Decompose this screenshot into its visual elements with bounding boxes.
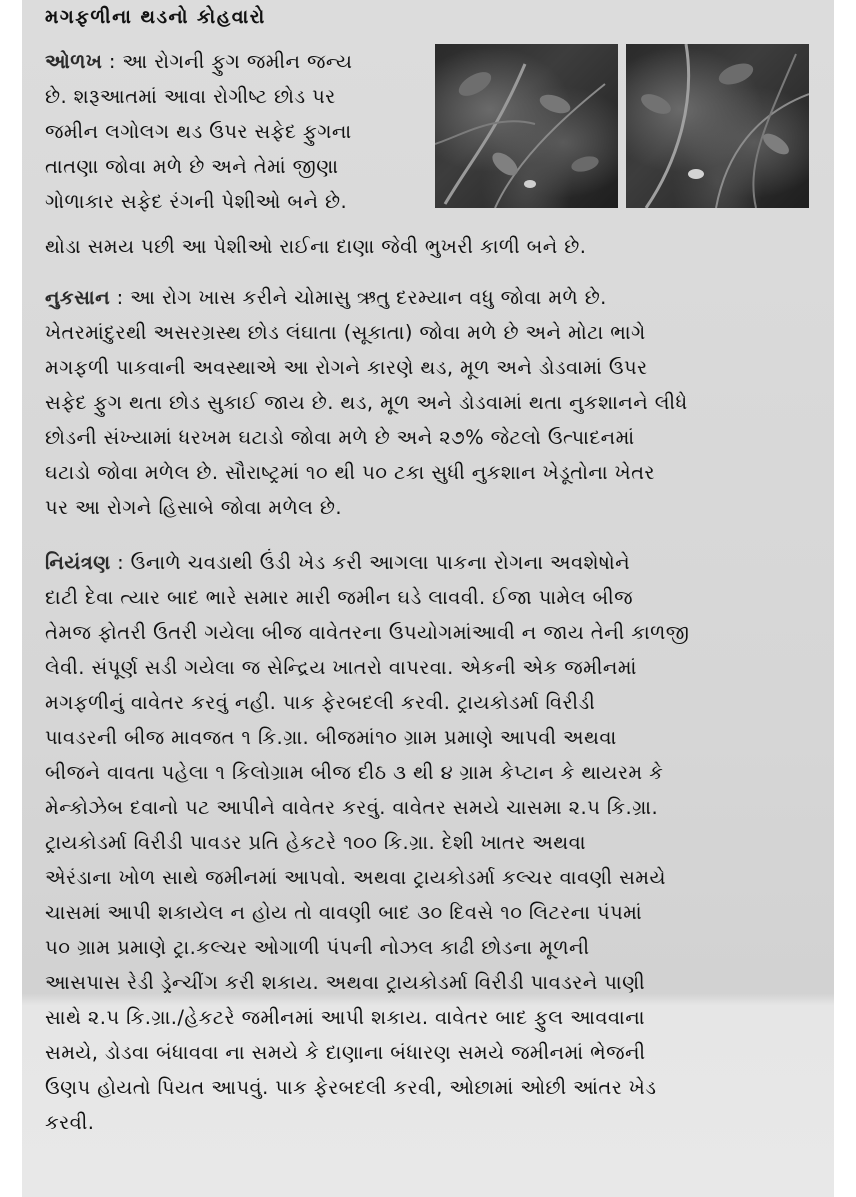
page-title: મગફળીના થડનો કોહવારો bbox=[45, 6, 266, 28]
control-line-3: તેમજ ફોતરી ઉતરી ગયેલા બીજ વાવેતરના ઉપયોગમાંઆવી ન જાય તેની કાળજી bbox=[45, 621, 690, 644]
control-line-8: મેન્કોઝેબ દવાનો પટ આપીને વાવેતર કરવું. વાવેતર સમયે ચાસમા ૨.૫ કિ.ગ્રા. bbox=[45, 796, 659, 819]
damage-line-6: ઘટાડો જોવા મળેલ છે. સૌરાષ્ટ્રમાં ૧૦ થી ૫૦ ટકા સુધી નુકશાન ખેડૂતોના ખેતર bbox=[45, 461, 655, 484]
identification-full-line-block bbox=[45, 229, 815, 264]
identification-label: ઓળખ bbox=[45, 50, 103, 73]
control-line-6: પાવડરની બીજ માવજત ૧ કિ.ગ્રા. બીજમાં૧૦ ગ્રામ પ્રમાણે આપવી અથવા bbox=[45, 726, 617, 749]
damage-line-7: પર આ રોગને હિસાબે જોવા મળેલ છે. bbox=[45, 496, 342, 519]
identification-line-1: ઓળખ : આ રોગની ફુગ જમીન જન્ય bbox=[45, 50, 353, 73]
control-line-2: દાટી દેવા ત્યાર બાદ ભારે સમાર મારી જમીન ઘડે લાવવી. ઈજા પામેલ બીજ bbox=[45, 586, 633, 609]
control-line-14: સાથે ૨.૫ કિ.ગ્રા./હેકટરે જમીનમાં આપી શકાય. વાવેતર બાદ ફુલ આવવાના bbox=[45, 1006, 645, 1029]
disease-photos bbox=[435, 44, 809, 208]
infected-plant-photo-1 bbox=[435, 44, 618, 208]
damage-line-3: મગફળી પાકવાની અવસ્થાએ આ રોગને કારણે થડ, મૂળ અને ડોડવામાં ઉપર bbox=[45, 356, 648, 379]
identification-line-4: તાતણા જોવા મળે છે અને તેમાં જીણા bbox=[45, 155, 339, 178]
control-line-7: બીજને વાવતા પહેલા ૧ કિલોગ્રામ બીજ દીઠ ૩ થી ૪ ગ્રામ કેપ્ટાન કે થાયરમ કે bbox=[45, 761, 664, 784]
control-line-12: ૫૦ ગ્રામ પ્રમાણે ટ્રા.કલ્ચર ઓગાળી પંપની નોઝલ કાઢી છોડના મૂળની bbox=[45, 936, 590, 959]
damage-line-1: નુકસાન : આ રોગ ખાસ કરીને ચોમાસુ ઋતુ દરમ્યાન વધુ જોવા મળે છે. bbox=[45, 286, 607, 309]
control-line-17: કરવી. bbox=[45, 1111, 95, 1134]
damage-line-5: છોડની સંખ્યામાં ધરખમ ઘટાડો જોવા મળે છે અને ૨૭% જેટલો ઉત્પાદનમાં bbox=[45, 426, 635, 449]
damage-label: નુકસાન bbox=[45, 286, 110, 309]
identification-paragraph bbox=[45, 44, 440, 219]
control-line-1: નિયંત્રણ : ઉનાળે ચવડાથી ઉંડી ખેડ કરી આગલા પાકના રોગના અવશેષોને bbox=[45, 551, 631, 574]
damage-line-2: ખેતરમાંદુરથી અસરગ્રસ્થ છોડ લંઘાતા (સૂકાતા) જોવા મળે છે અને મોટા ભાગે bbox=[45, 321, 646, 344]
identification-line-6: થોડા સમય પછી આ પેશીઓ રાઈના દાણા જેવી ભુખરી કાળી બને છે. bbox=[45, 235, 587, 258]
control-label: નિયંત્રણ bbox=[45, 551, 111, 574]
control-line-4: લેવી. સંપૂર્ણ સડી ગયેલા જ સેન્દ્રિય ખાતરો વાપરવા. એકની એક જમીનમાં bbox=[45, 656, 637, 679]
control-line-15: સમયે, ડોડવા બંધાવવા ના સમયે કે દાણાના બંધારણ સમયે જમીનમાં ભેજની bbox=[45, 1041, 646, 1064]
control-line-16: ઉણપ હોયતો પિયત આપવું. પાક ફેરબદલી કરવી, ઓછામાં ઓછી આંતર ખેડ bbox=[45, 1076, 657, 1099]
identification-line-5: ગોળાકાર સફેદ રંગની પેશીઓ બને છે. bbox=[45, 190, 348, 213]
identification-line-3: જમીન લગોલગ થડ ઉપર સફેદ ફુગના bbox=[45, 120, 352, 143]
control-line-11: ચાસમાં આપી શકાયેલ ન હોય તો વાવણી બાદ ૩૦ દિવસે ૧૦ લિટરના પંપમાં bbox=[45, 901, 643, 924]
damage-paragraph bbox=[45, 280, 815, 525]
identification-line-2: છે. શરૂઆતમાં આવા રોગીષ્ટ છોડ પર bbox=[45, 85, 336, 108]
control-line-10: એરંડાના ખોળ સાથે જમીનમાં આપવો. અથવા ટ્રાયકોડર્મા કલ્ચર વાવણી સમયે bbox=[45, 866, 666, 889]
control-line-5: મગફળીનું વાવેતર કરવું નહી. પાક ફેરબદલી કરવી. ટ્રાયકોડર્મા વિરીડી bbox=[45, 691, 596, 714]
control-line-13: આસપાસ રેડી ડ્રેન્ચીંગ કરી શકાય. અથવા ટ્રાયકોડર્મા વિરીડી પાવડરને પાણી bbox=[45, 971, 646, 994]
control-paragraph bbox=[45, 545, 815, 1140]
control-line-9: ટ્રાયકોડર્મા વિરીડી પાવડર પ્રતિ હેકટરે ૧૦૦ કિ.ગ્રા. દેશી ખાતર અથવા bbox=[45, 831, 586, 854]
damage-line-4: સફેદ ફુગ થતા છોડ સુકાઈ જાય છે. થડ, મૂળ અને ડોડવામાં થતા નુકશાનને લીધે bbox=[45, 391, 688, 414]
infected-plant-photo-2 bbox=[626, 44, 809, 208]
